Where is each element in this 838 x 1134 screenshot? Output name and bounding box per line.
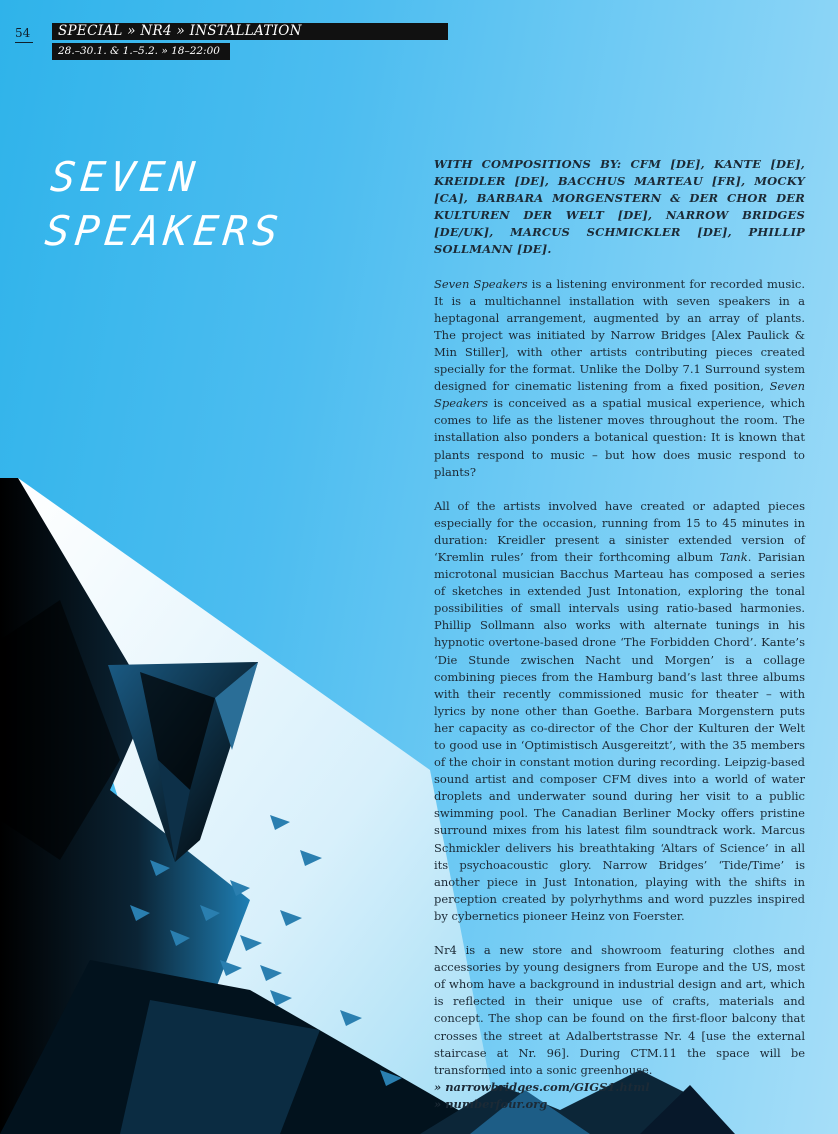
article-title	[42, 150, 291, 258]
article-body	[434, 156, 805, 1130]
body-text: . Parisian microtonal musician Bacchus Marteau has composed a series of sketches in extended Just Intonation, exploring the tonal possibilities of small intervals using ratio-based harmonies. Phillip Sollmann also works with alternate tunings in his hypnotic overtone-based drone ‘The Forbidden Chord’. Kante’s ‘Die Stunde zwischen Nacht und Morgen’ is a collage combining pieces from the Hamburg band’s last three albums with their recently commissioned music for theater – with lyrics by none other than Goethe. Barbara Morgenstern puts her capacity as co-director of the Chor der Kulturen der Welt to good use in ‘Optimistisch Ausgereitzt’, with the 35 members of the choir in constant motion during recording. Leipzig-based sound artist and composer CFM dives into a world of water droplets and underwater sound during her visit to a public swimming pool. The Canadian Berliner Mocky offers pristine surround mixes from his latest film soundtrack work. Marcus Schmickler delivers his breathtaking ‘Altars of Science’ in all its psychoacoustic glory. Narrow Bridges’ ‘Tide/Time’ is another piece in Just Intonation, playing with the shifts in perception created by polyrhythms and word puzzles inspired by cybernetics pioneer Heinz von Foerster.	[434, 549, 806, 923]
event-dates: 28.–30.1. & 1.–5.2. » 18–22:00	[52, 43, 230, 60]
links	[434, 1079, 805, 1113]
body-text: All of the artists involved have created or adapted pieces especially for the occasion, running from 15 to 45 minutes in duration: Kreidler present a sinister extended version of ‘Kremlin rules’ from their forthcoming album	[434, 498, 805, 564]
intro-paragraph	[434, 276, 805, 481]
section-header: SPECIAL » NR4 » INSTALLATION	[52, 23, 448, 40]
venue-paragraph: Nr4 is a new store and showroom featuring clothes and accessories by young designers from Europe and the US, most of whom have a background in industrial design and art, which is reflected in their unique use of crafts, materials and concept. The shop can be found on the first-floor balcony that crosses the street at Adalbertstrasse Nr. 4 [use the external staircase at Nr. 96]. During CTM.11 the space will be transformed into a sonic greenhouse.	[434, 943, 805, 1077]
link-narrowbridges[interactable]: » narrowbridges.com/GIGS1.html	[434, 1079, 650, 1094]
title-line-1: SEVEN	[48, 153, 202, 201]
composer-credits: WITH COMPOSITIONS BY: CFM [DE], KANTE [DE], KREIDLER [DE], BACCHUS MARTEAU [FR], MOCKY [CA], BARBARA MORGENSTERN & DER CHOR DER KULTUREN DER WELT [DE], NARROW BRIDGES [DE/UK], MARCUS SCHMICKLER [DE], PHILLIP SOLLMANN [DE].	[434, 157, 805, 257]
link-numberfour[interactable]: » numberfour.org	[434, 1096, 548, 1111]
title-line-2: SPEAKERS	[42, 207, 286, 255]
title-reference: Seven Speakers	[434, 276, 528, 291]
artists-paragraph	[434, 498, 805, 925]
page-number: 54	[15, 26, 31, 40]
album-title: Tank	[719, 549, 748, 564]
body-text: is a listening environment for recorded music. It is a multichannel installation with seven speakers in a heptagonal arrangement, augmented by an array of plants. The project was initiated by Narrow Bridges [Alex Paulick & Min Stiller], with other artists contributing pieces created specially for the format. Unlike the Dolby 7.1 Surround system designed for cinematic listening from a fixed position,	[434, 276, 805, 394]
body-text: is conceived as a spatial musical experience, which comes to life as the listener moves throughout the room. The installation also ponders a botanical question: It is known that plants respond to music – but how does music respond to plants?	[434, 396, 805, 479]
title-reference: Seven Speakers	[434, 379, 805, 411]
page-number-rule	[15, 42, 33, 43]
